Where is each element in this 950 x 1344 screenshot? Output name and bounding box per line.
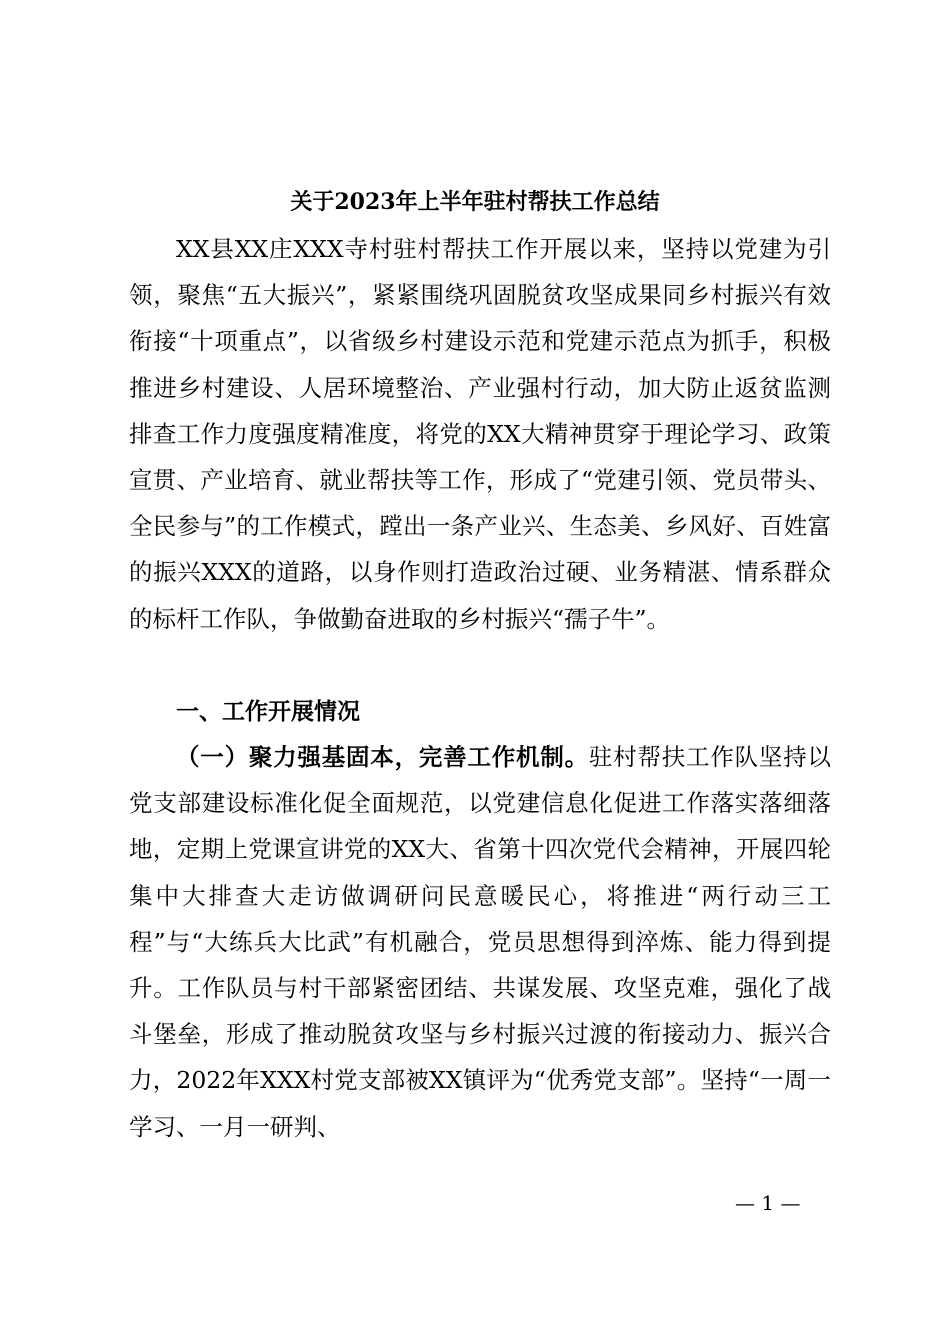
subsection-paragraph <box>129 734 831 1150</box>
page-number: — 1 — <box>735 1191 801 1215</box>
intro-paragraph: XX县XX庄XXX寺村驻村帮扶工作开展以来，坚持以党建为引领，聚焦“五大振兴”，紧紧围绕巩固脱贫攻坚成果同乡村振兴有效衔接“十项重点”，以省级乡村建设示范和党建示范点为抓手，积极推进乡村建设、人居环境整治、产业强村行动，加大防止返贫监测排查工作力度强度精准度，将党的XX大精神贯穿于理论学习、政策宣贯、产业培育、就业帮扶等工作，形成了“党建引领、党员带头、全民参与”的工作模式，蹚出一条产业兴、生态美、乡风好、百姓富的振兴XXX的道路，以身作则打造政治过硬、业务精湛、情系群众的标杆工作队，争做勤奋进取的乡村振兴“孺子牛”。 <box>129 235 831 633</box>
section-heading: 一、工作开展情况 <box>176 699 360 725</box>
subsection-body: 驻村帮扶工作队坚持以党支部建设标准化促全面规范，以党建信息化促进工作落实落细落地，定期上党课宣讲党的XX大、省第十四次党代会精神，开展四轮集中大排查大走访做调研问民意暖民心，将推进“两行动三工程”与“大练兵大比武”有机融合，党员思想得到淬炼、能力得到提升。工作队员与村干部紧密团结、共谋发展、攻坚克难，强化了战斗堡垒，形成了推动脱贫攻坚与乡村振兴过渡的衔接动力、振兴合力，2022年XXX村党支部被XX镇评为“优秀党支部”。坚持“一周一学习、一月一研判、 <box>129 743 832 1141</box>
subsection-lead: （一）聚力强基固本，完善工作机制。 <box>176 743 589 771</box>
document-title: 关于2023年上半年驻村帮扶工作总结 <box>290 189 660 215</box>
